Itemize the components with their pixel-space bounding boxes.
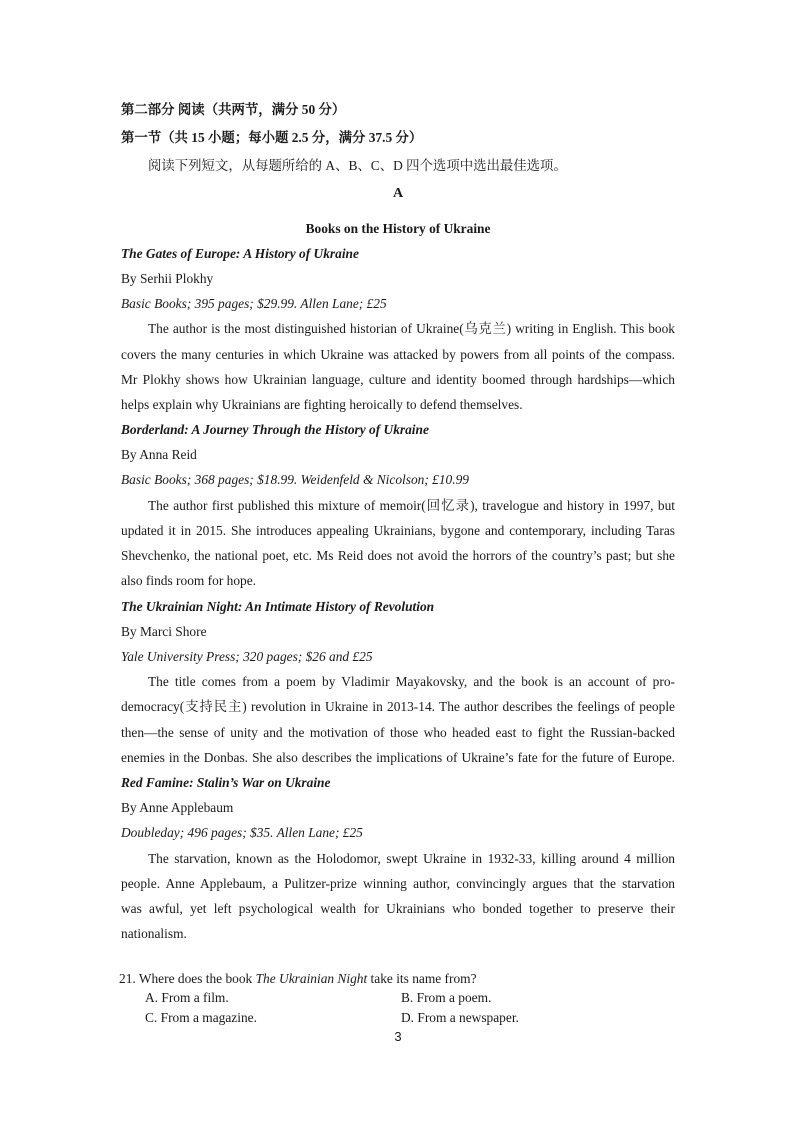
question-prefix: 21. Where does the book xyxy=(119,971,256,986)
book-description-line: updated it in 2015. She introduces appealing Ukrainians, bygone and contemporary, including Taras xyxy=(121,523,675,538)
book-title: The Gates of Europe: A History of Ukraine xyxy=(121,246,359,261)
book-author: By Anne Applebaum xyxy=(121,800,234,815)
book-description-line: The author first published this mixture of memoir(回忆录), travelogue and history in 1997, but xyxy=(148,498,675,513)
option-b[interactable]: B. From a poem. xyxy=(401,990,492,1005)
book-description-line: then—the sense of unity and the motivation of those who headed east to fight the Russian-backed xyxy=(121,725,675,740)
book-title: Borderland: A Journey Through the History of Ukraine xyxy=(121,422,429,437)
book-publisher: Doubleday; 496 pages; $35. Allen Lane; £25 xyxy=(121,825,363,840)
book-description-line: The title comes from a poem by Vladimir Mayakovsky, and the book is an account of pro- xyxy=(148,674,675,689)
option-a[interactable]: A. From a film. xyxy=(145,990,229,1005)
book-description-line: The starvation, known as the Holodomor, swept Ukraine in 1932-33, killing around 4 million xyxy=(148,851,675,866)
section-heading: 第一节（共 15 小题；每小题 2.5 分，满分 37.5 分） xyxy=(121,130,423,145)
question-stem xyxy=(119,970,673,988)
question-suffix: take its name from? xyxy=(367,971,477,986)
question-book-title: The Ukrainian Night xyxy=(255,971,368,986)
book-publisher: Basic Books; 395 pages; $29.99. Allen Lane; £25 xyxy=(121,296,387,311)
book-description-line: helps explain why Ukrainians are fighting heroically to defend themselves. xyxy=(121,397,523,412)
book-description-line: Mr Plokhy shows how Ukrainian language, culture and identity boomed through hardships—which xyxy=(121,372,675,387)
book-description-line: covers the many centuries in which Ukraine was attacked by powers from all points of the compass. xyxy=(121,347,675,362)
book-description-line: The author is the most distinguished historian of Ukraine(乌克兰) writing in English. This book xyxy=(148,321,675,336)
book-description-line: also finds room for hope. xyxy=(121,573,256,588)
book-author: By Marci Shore xyxy=(121,624,207,639)
book-author: By Anna Reid xyxy=(121,447,197,462)
article-title: Books on the History of Ukraine xyxy=(305,221,491,236)
book-author: By Serhii Plokhy xyxy=(121,271,214,286)
book-title: Red Famine: Stalin’s War on Ukraine xyxy=(121,775,331,790)
page-number: 3 xyxy=(394,1029,402,1044)
book-publisher: Basic Books; 368 pages; $18.99. Weidenfeld & Nicolson; £10.99 xyxy=(121,472,469,487)
instructions: 阅读下列短文，从每题所给的 A、B、C、D 四个选项中选出最佳选项。 xyxy=(148,158,567,173)
passage-label: A xyxy=(392,186,404,201)
book-description-line: enemies in the Donbas. She also describes the implications of Ukraine’s fate for the future of Europe. xyxy=(121,750,675,765)
book-description-line: nationalism. xyxy=(121,926,187,941)
part-heading: 第二部分 阅读（共两节，满分 50 分） xyxy=(121,102,346,117)
book-description-line: people. Anne Applebaum, a Pulitzer-prize winning author, convincingly argues that the starvation xyxy=(121,876,675,891)
option-c[interactable]: C. From a magazine. xyxy=(145,1010,257,1025)
option-d[interactable]: D. From a newspaper. xyxy=(401,1010,519,1025)
book-description-line: was awful, yet left psychological wealth for Ukrainians who bonded together to preserve their xyxy=(121,901,675,916)
book-title: The Ukrainian Night: An Intimate History of Revolution xyxy=(121,599,435,614)
book-description-line: democracy(支持民主) revolution in Ukraine in 2013-14. The author describes the feelings of people xyxy=(121,699,675,714)
book-publisher: Yale University Press; 320 pages; $26 and £25 xyxy=(121,649,373,664)
book-description-line: Shevchenko, the national poet, etc. Ms Reid does not avoid the horrors of the country’s past; but she xyxy=(121,548,675,563)
